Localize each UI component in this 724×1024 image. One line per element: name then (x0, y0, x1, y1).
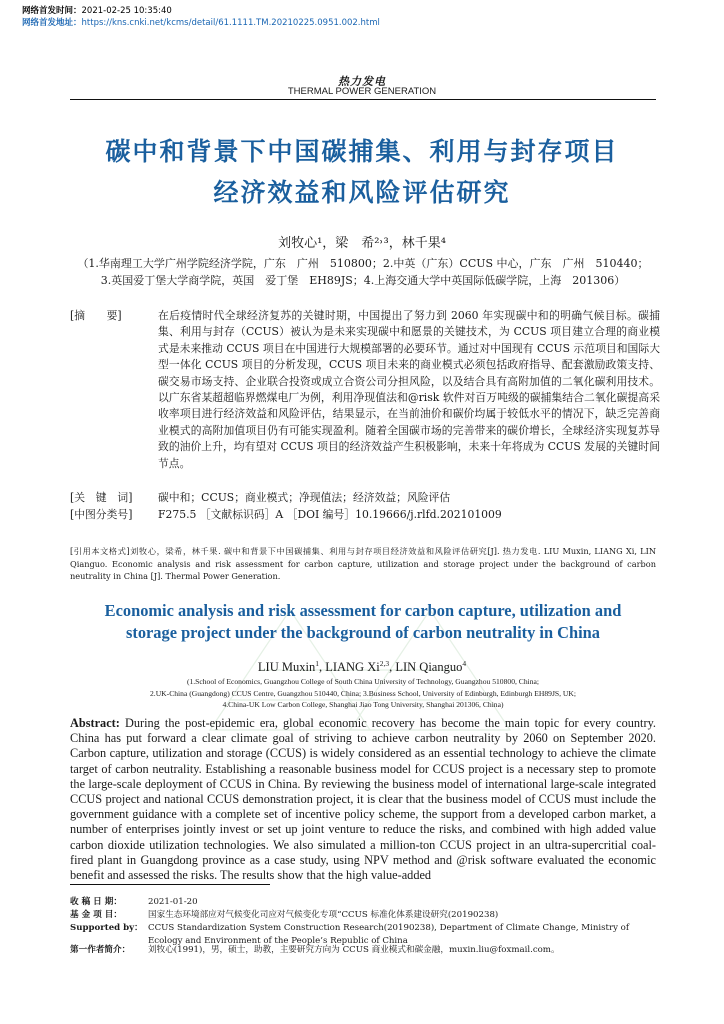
title-en-line-1: Economic analysis and risk assessment for carbon capture, utilization and (104, 601, 622, 620)
affiliation-cn-line-2: 3.英国爱丁堡大学商学院，英国 爱丁堡 EH89JS；4.上海交通大学中英国际低碳学院，上海 201306） (100, 274, 626, 287)
citation-text: 刘牧心，梁希，林千果. 碳中和背景下中国碳捕集、利用与封存项目经济效益和风险评估研究[J]. 热力发电. LIU Muxin, LIANG Xi, LIN Qianguo. Economic analysis and risk assessment for carbon capture, utilization and storage project under the background of carbon neutrality in China [J]. Thermal Power Generation. (70, 546, 656, 581)
authors-en: LIU Muxin$^1$, LIANG Xi$^{2,3}$, LIN Qianguo$^4$ (257, 659, 467, 675)
abstract-cn-label: [摘 要] (70, 309, 122, 322)
classification-line (70, 507, 660, 524)
title-en-line-2: storage project under the background of carbon neutrality in China (126, 623, 600, 642)
affiliation-cn-line-1: （1.华南理工大学广州学院经济学院，广东 广州 510800；2.中英（广东）CCUS 中心，广东 广州 510440； (77, 257, 649, 270)
received-value: 2021-01-20 (148, 897, 198, 907)
keywords-label: [关 键 词] (70, 491, 133, 504)
title-en (70, 600, 656, 644)
authors-cn: 刘牧心¹，梁 希²˒³，林千果⁴ (278, 236, 446, 251)
affiliations-en (60, 676, 666, 711)
abstract-en (70, 716, 656, 883)
affiliation-en-line-3: 4.China-UK Low Carbon College, Shanghai Jiao Tong University, Shanghai 201306, China) (222, 700, 504, 709)
document-code-label: ［文献标识码］ (199, 508, 276, 521)
citation-format (70, 545, 656, 583)
author-1: LIU Muxin (257, 660, 316, 675)
first-publication-time-value: 2021-02-25 10:35:40 (81, 6, 172, 16)
header-divider (70, 99, 656, 100)
keywords (70, 490, 660, 507)
title-cn-line-1: 碳中和背景下中国碳捕集、利用与封存项目 (105, 137, 619, 166)
received-label: 收 稿 日 期： (70, 897, 122, 907)
doi-label: ［DOI 编号］ (286, 508, 356, 521)
journal-name-cn: 热力发电 (338, 75, 386, 88)
keywords-text: 碳中和；CCUS；商业模式；净现值法；经济效益；风险评估 (158, 491, 451, 504)
author-2-affil: 2,3 (379, 659, 390, 668)
footnote-received (70, 896, 660, 909)
fund-label: 基 金 项 目： (70, 910, 122, 920)
author-bio-label: 第一作者简介： (70, 945, 131, 955)
abstract-cn-text: 在后疫情时代全球经济复苏的关键时期，中国提出了努力到 2060 年实现碳中和的明确气候目标。碳捕集、利用与封存（CCUS）被认为是未来实现碳中和愿景的关键技术，为 CCUS 项目建立合理的商业模式是未来推动 CCUS 项目在中国进行大规模部署的必要环节。通过对中国现有 CCUS 示范项目和国际大型一体化 CCUS 项目的分析发现，CCUS 项目未来的商业模式必须包括政府指导、配套激励政策支持、碳交易市场支持、企业联合投资或成立合资公司分担风险，以及结合具有高附加值的二氧化碳利用技术。以广东省某超超临界燃煤电厂为例，利用净现值法和@risk 软件对百万吨级的碳捕集结合二氧化碳提高采收率项目进行经济效益和风险评估，结果显示，在当前油价和碳价均属于较低水平的情况下，缺乏完善商业模式的高附加值项目仍有可能实现盈利。随着全国碳市场的完善带来的碳价增长，全球经济实现复苏导致的油价上升，均有望对 CCUS 项目的经济效益产生积极影响，未来十年将成为 CCUS 发展的关键时间节点。 (158, 309, 660, 470)
journal-name-en: THERMAL POWER GENERATION (287, 86, 437, 97)
title-cn-line-2: 经济效益和风险评估研究 (213, 178, 511, 207)
first-publication-time-label: 网络首发时间： (22, 6, 82, 16)
classification-values (158, 507, 660, 523)
citation-label: [引用本文格式] (70, 546, 130, 556)
author-1-affil: 1 (315, 659, 319, 668)
affiliation-en-line-2: 2.UK-China (Guangdong) CCUS Centre, Guangzhou 510440, China; 3.Business School, University of Edinburgh, Edinburgh EH89JS, UK; (150, 688, 576, 698)
footnote-author (70, 944, 660, 957)
author-3-affil: 4 (462, 659, 467, 668)
first-publication-time (22, 4, 172, 16)
abstract-cn (70, 308, 660, 488)
first-publication-url[interactable] (22, 16, 380, 28)
footnote-divider (70, 884, 270, 885)
classification-label: [中图分类号] (70, 508, 133, 521)
supported-label: Supported by： (70, 923, 143, 933)
first-publication-url-link[interactable]: https://kns.cnki.net/kcms/detail/61.1111.TM.20210225.0951.002.html (81, 18, 380, 28)
fund-value: 国家生态环境部应对气候变化司应对气候变化专项“CCUS 标准化体系建设研究(20190238) (148, 910, 499, 920)
affiliation-en-line-1: (1.School of Economics, Guangzhou College of South China University of Technology, Guangzhou 510800, China; (186, 677, 540, 686)
doi-value[interactable]: 10.19666/j.rlfd.202101009 (355, 508, 502, 521)
author-2: LIANG Xi (325, 660, 380, 675)
first-publication-url-label: 网络首发地址： (22, 18, 82, 28)
author-3: LIN Qianguo (395, 660, 463, 675)
classification-code: F275.5 (158, 508, 197, 521)
footnote-fund (70, 909, 660, 922)
abstract-en-text: During the post-epidemic era, global economic recovery has become the main topic for every country. China has put forward a clear climate goal of striving to achieve carbon neutrality by 2060 on September 2020. Carbon capture, utilization and storage (CCUS) is widely considered as an essential technology to achieve the climate target of carbon neutrality. Establishing a reasonable business model for CCUS project is a necessary step to promote the large-scale deployment of CCUS in China. By reviewing the business model of international large-scale integrated CCUS project and national CCUS demonstration project, it is clear that the business model of CCUS must include the government guidance with a complete set of incentive policy scheme, the support from a developed carbon market, a number of enterprises jointly invest or set up joint venture to reduce the risks, and combined with high added value carbon dioxide utilization technologies. We also simulated a million-ton CCUS project in an ultra-supercritial coal-fired plant in Guangdong province as a case study, using NPV method and @risk software evaluated the economic benefit and assessed the risks. The results show that the high value-added (70, 716, 656, 883)
document-code: A (275, 508, 284, 521)
abstract-en-label: Abstract: (70, 716, 120, 730)
author-bio-value: 刘牧心(1991)，男，硕士，助教，主要研究方向为 CCUS 商业模式和碳金融，muxin.liu@foxmail.com。 (148, 945, 560, 955)
supported-value: CCUS Standardization System Construction Research(20190238), Department of Climate Change, Ministry of Ecology and Environment of the People’s Republic of China (148, 923, 630, 946)
